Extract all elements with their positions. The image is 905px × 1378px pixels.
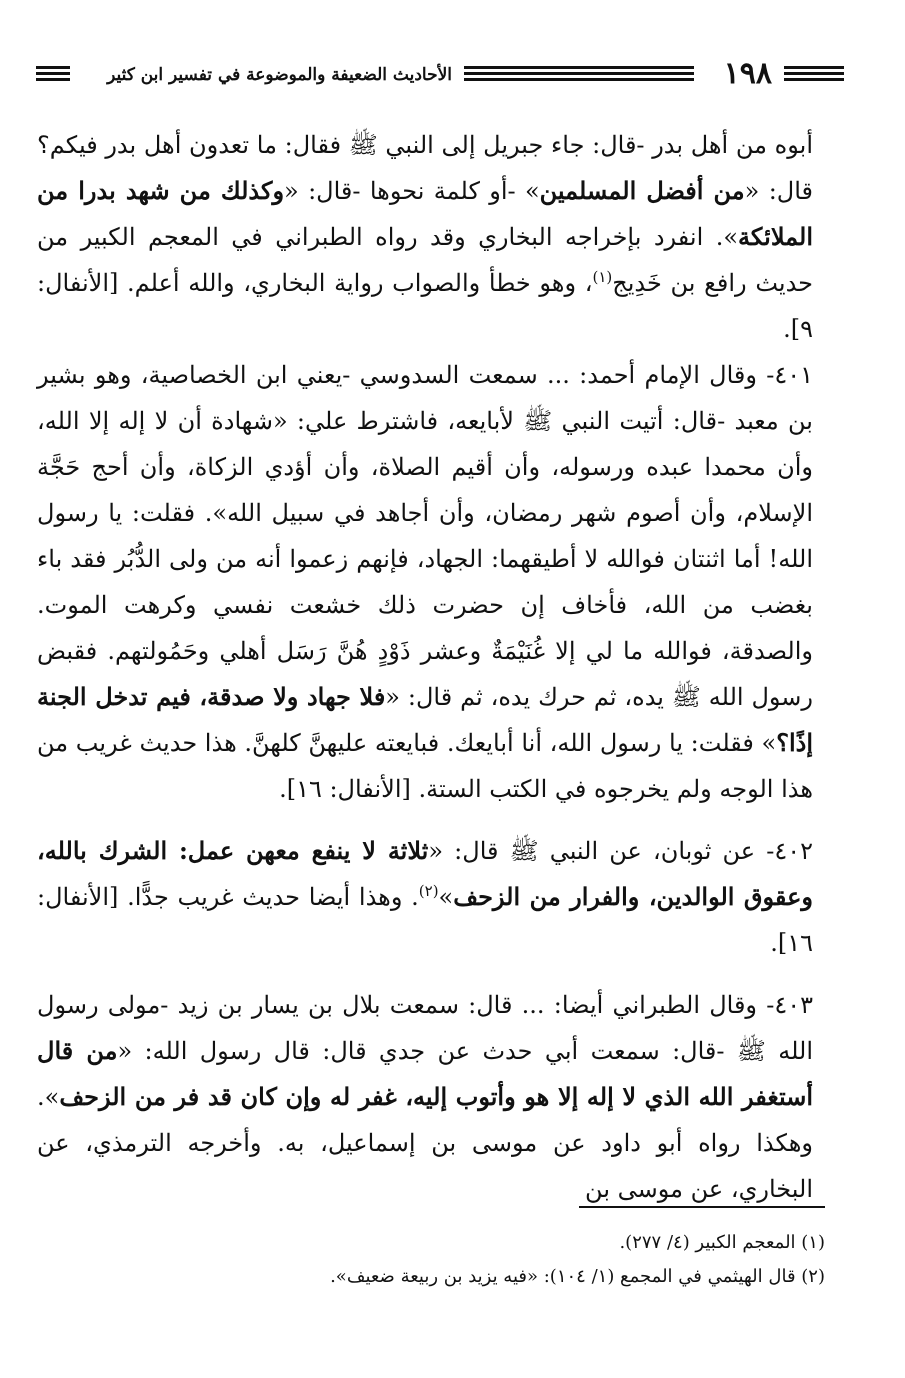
text-run: . وهذا أيضا حديث غريب جدًّا. [الأنفال: ١٦]. (37, 883, 813, 957)
header-rule-middle (464, 66, 694, 84)
hadith-403 (37, 982, 813, 1212)
header-rule-left (36, 66, 70, 84)
text-run: شهادة أن لا إله إلا الله، وأن محمدا عبده ورسوله، وأن أقيم الصلاة، وأن أؤدي الزكاة، وأن أحج حَجَّة الإسلام، وأن أصوم شهر رمضان، وأن أجاهد في سبيل الله (37, 407, 813, 527)
paragraph-continuation (37, 122, 813, 352)
hadith-text: من أفضل المسلمين (539, 176, 745, 205)
footnote-1: (١) المعجم الكبير (٤/ ٢٧٧). (619, 1232, 825, 1253)
footnote-divider (579, 1206, 825, 1208)
text-run: ». انفرد بإخراجه البخاري وقد رواه الطبراني في المعجم الكبير من حديث رافع بن خَدِيج (37, 223, 813, 297)
page-header (36, 54, 844, 96)
footnote-ref: (١) (592, 268, 613, 286)
hadith-text: من قال أستغفر الله الذي لا إله إلا هو وأتوب إليه، غفر له وإن كان قد فر من الزحف (37, 1036, 813, 1111)
body-text (37, 122, 813, 1212)
header-rule-right (784, 66, 844, 84)
hadith-401 (37, 352, 813, 812)
text-run: أبوه من أهل بدر -قال: جاء جبريل إلى النبي ﷺ فقال: ما تعدون أهل بدر فيكم؟ قال: « (37, 131, 814, 205)
running-title: الأحاديث الضعيفة والموضوعة في تفسير ابن كثير (107, 65, 452, 85)
footnote-ref: (٢) (418, 882, 439, 900)
text-run: ٤٠٢- عن ثوبان، عن النبي ﷺ قال: « (428, 837, 813, 865)
text-run: ٤٠١- وقال الإمام أحمد: ... سمعت السدوسي -يعني ابن الخصاصية، وهو بشير بن معبد -قال: أتيت النبي ﷺ لأبايعه، فاشترط علي: « (37, 361, 813, 435)
page-number: ١٩٨ (723, 56, 772, 91)
text-run: » -أو كلمة نحوها -قال: « (284, 177, 540, 205)
text-run: » (438, 883, 454, 911)
text-run: ». وهكذا رواه أبو داود عن موسى بن إسماعيل، به. وأخرجه الترمذي، عن البخاري، عن موسى بن (37, 1083, 814, 1203)
hadith-text: ثلاثة لا ينفع معهن عمل: الشرك بالله، وعقوق الوالدين، والفرار من الزحف (37, 836, 813, 911)
text-run: ٤٠٣- وقال الطبراني أيضا: ... قال: سمعت بلال بن يسار بن زيد -مولى رسول الله ﷺ -قال: سمعت أبي حدث عن جدي قال: قال رسول الله: « (37, 991, 814, 1065)
footnotes (65, 1226, 825, 1294)
hadith-text: وكذلك من شهد بدرا من الملائكة (37, 176, 813, 251)
hadith-text: فلا جهاد ولا صدقة، فيم تدخل الجنة إذًا؟ (37, 682, 813, 757)
text-run: ، وهو خطأ والصواب رواية البخاري، والله أعلم. [الأنفال: ٩]. (37, 269, 813, 343)
text-run: » فقلت: يا رسول الله، أنا أبايعك. فبايعته عليهنَّ كلهنَّ. هذا حديث غريب من هذا الوجه ولم يخرجوه في الكتب الستة. [الأنفال: ١٦]. (37, 729, 813, 803)
footnote-2: (٢) قال الهيثمي في المجمع (١/ ١٠٤): «فيه يزيد بن ربيعة ضعيف». (330, 1266, 825, 1287)
hadith-402 (37, 828, 813, 966)
text-run: ». فقلت: يا رسول الله! أما اثنتان فوالله لا أطيقهما: الجهاد، فإنهم زعموا أنه من ولى الدُّبُر فقد باء بغضب من الله، فأخاف إن حضرت ذلك خشعت نفسي وكرهت الموت. والصدقة، فوالله ما لي إلا غُنَيْمَةٌ وعشر ذَوْدٍ هُنَّ رَسَل أهلي وحَمُولتهم. فقبض رسول الله ﷺ يده، ثم حرك يده، ثم قال: « (37, 499, 813, 711)
